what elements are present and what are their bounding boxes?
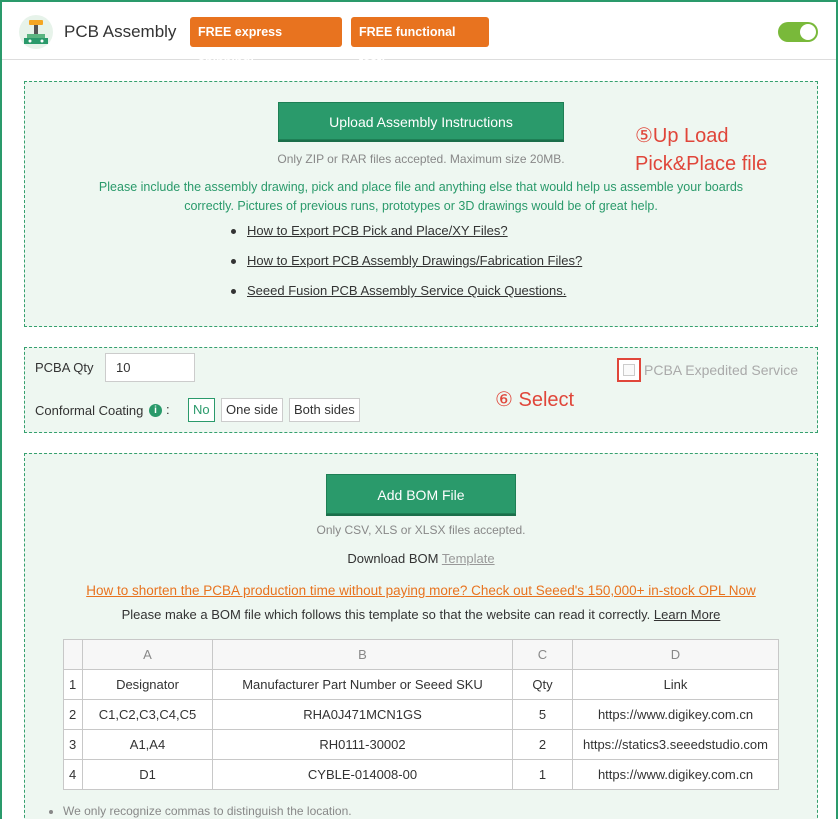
bom-template-table bbox=[63, 639, 779, 790]
table-cell: CYBLE-014008-00 bbox=[213, 760, 513, 790]
table-row bbox=[64, 670, 779, 700]
free-test-badge: FREE functional test! bbox=[351, 17, 489, 47]
assembly-drawings-help-link[interactable]: How to Export PCB Assembly Drawings/Fabrication Files? bbox=[247, 253, 583, 268]
opl-promo-link[interactable]: How to shorten the PCBA production time without paying more? Check out Seeed's 150,000+ in-stock OPL Now bbox=[86, 583, 756, 598]
assembly-upload-panel bbox=[24, 81, 818, 327]
column-header: C bbox=[513, 640, 573, 670]
coating-option-one-side[interactable]: One side bbox=[221, 398, 283, 422]
corner-cell bbox=[64, 640, 83, 670]
row-number: 4 bbox=[64, 760, 83, 790]
coating-option-both-sides[interactable]: Both sides bbox=[289, 398, 360, 422]
pcba-qty-label: PCBA Qty bbox=[35, 360, 94, 375]
toggle-knob bbox=[800, 24, 816, 40]
download-bom-label: Download BOM bbox=[347, 551, 439, 566]
list-item bbox=[245, 223, 582, 253]
table-cell: Qty bbox=[513, 670, 573, 700]
annotation-upload-line1: ⑤Up Load bbox=[635, 125, 729, 147]
info-icon[interactable]: i bbox=[149, 404, 162, 417]
checkbox-inner bbox=[623, 364, 635, 376]
table-cell: C1,C2,C3,C4,C5 bbox=[83, 700, 213, 730]
table-cell: https://statics3.seeedstudio.com bbox=[573, 730, 779, 760]
annotation-upload-line2: Pick&Place file bbox=[635, 153, 768, 175]
pick-place-help-link[interactable]: How to Export PCB Pick and Place/XY Files? bbox=[247, 223, 508, 238]
add-bom-file-button[interactable]: Add BOM File bbox=[326, 474, 516, 514]
page-title: PCB Assembly bbox=[64, 22, 177, 41]
column-header: A bbox=[83, 640, 213, 670]
service-toggle[interactable] bbox=[778, 22, 818, 42]
table-cell: 1 bbox=[513, 760, 573, 790]
table-cell: D1 bbox=[83, 760, 213, 790]
table-cell: 5 bbox=[513, 700, 573, 730]
learn-more-link[interactable]: Learn More bbox=[653, 607, 721, 622]
row-number: 2 bbox=[64, 700, 83, 730]
list-item bbox=[245, 253, 582, 283]
table-header-row bbox=[64, 640, 779, 670]
row-number: 3 bbox=[64, 730, 83, 760]
column-header: D bbox=[573, 640, 779, 670]
quick-questions-link[interactable]: Seeed Fusion PCB Assembly Service Quick Questions. bbox=[247, 283, 567, 298]
coating-option-no[interactable]: No bbox=[188, 398, 215, 422]
download-bom-row bbox=[25, 551, 817, 566]
table-row bbox=[64, 760, 779, 790]
bom-accepted-note: Only CSV, XLS or XLSX files accepted. bbox=[316, 523, 526, 537]
table-cell: Designator bbox=[83, 670, 213, 700]
bom-panel bbox=[24, 453, 818, 819]
table-cell: https://www.digikey.com.cn bbox=[573, 700, 779, 730]
column-header: B bbox=[213, 640, 513, 670]
table-row bbox=[64, 730, 779, 760]
expedited-service-label: PCBA Expedited Service bbox=[644, 362, 799, 378]
table-cell: Link bbox=[573, 670, 779, 700]
free-shipping-badge: FREE express shipping! bbox=[190, 17, 342, 47]
table-cell: Manufacturer Part Number or Seeed SKU bbox=[213, 670, 513, 700]
bom-note-row bbox=[25, 607, 817, 622]
pcba-qty-input[interactable] bbox=[105, 353, 195, 382]
row-number: 1 bbox=[64, 670, 83, 700]
table-cell: RH0111-30002 bbox=[213, 730, 513, 760]
upload-accepted-note: Only ZIP or RAR files accepted. Maximum size 20MB. bbox=[277, 152, 565, 166]
table-row bbox=[64, 700, 779, 730]
pcb-assembly-logo-icon bbox=[18, 14, 54, 50]
bom-template-link[interactable]: Template bbox=[441, 551, 495, 566]
list-item bbox=[245, 283, 582, 313]
upload-assembly-button[interactable]: Upload Assembly Instructions bbox=[278, 102, 564, 140]
table-cell: RHA0J471MCN1GS bbox=[213, 700, 513, 730]
table-cell: 2 bbox=[513, 730, 573, 760]
annotation-select: ⑥ Select bbox=[495, 389, 575, 411]
assembly-instructions-text: Please include the assembly drawing, pick and place file and anything else that would help us assemble your boards correctly. Pictures of previous runs, prototypes or 3D drawings would be of great help. bbox=[98, 180, 744, 213]
conformal-coating-label: Conformal Coating bbox=[35, 403, 144, 418]
coating-colon: : bbox=[166, 402, 170, 417]
comma-footnote: We only recognize commas to distinguish the location. bbox=[63, 804, 352, 818]
pcba-options-panel bbox=[24, 347, 818, 433]
table-cell: https://www.digikey.com.cn bbox=[573, 760, 779, 790]
header bbox=[2, 2, 836, 69]
table-cell: A1,A4 bbox=[83, 730, 213, 760]
help-links-list bbox=[245, 223, 582, 313]
expedited-service-checkbox[interactable] bbox=[617, 358, 641, 382]
bom-note-text: Please make a BOM file which follows this template so that the website can read it correctly. bbox=[121, 607, 651, 622]
